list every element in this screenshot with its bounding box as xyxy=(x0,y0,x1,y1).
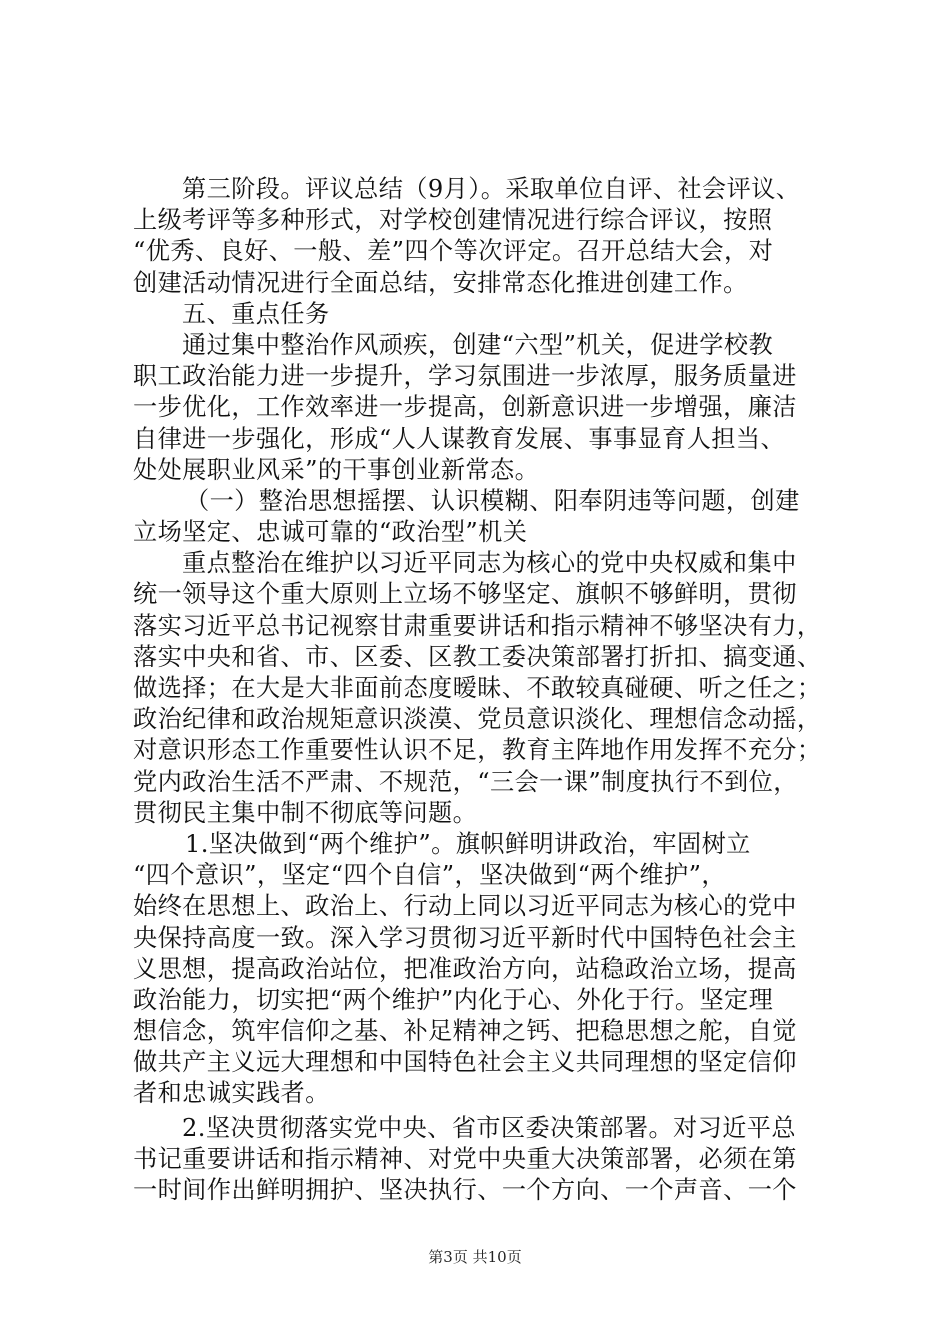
paragraph-line: 上级考评等多种形式，对学校创建情况进行综合评议，按照 xyxy=(133,206,773,235)
paragraph-line: 一步优化，工作效率进一步提高，创新意识进一步增强，廉洁 xyxy=(133,393,797,422)
paragraph-line: 落实中央和省、市、区委、区教工委决策部署打折扣、搞变通、 xyxy=(133,642,822,671)
paragraph-line: 者和忠诚实践者。 xyxy=(133,1079,330,1108)
paragraph-line: 自律进一步强化，形成“人人谋教育发展、事事显育人担当、 xyxy=(133,424,786,453)
paragraph-line: 统一领导这个重大原则上立场不够坚定、旗帜不够鲜明，贯彻 xyxy=(133,580,797,609)
numbered-item: 1.坚决做到“两个维护”。旗帜鲜明讲政治，牢固树立 xyxy=(185,829,751,858)
paragraph-line: 落实习近平总书记视察甘肃重要讲话和指示精神不够坚决有力， xyxy=(133,611,822,640)
paragraph-line: 做选择；在大是大非面前态度暧昧、不敢较真碰硬、听之任之； xyxy=(133,674,822,702)
paragraph-line: 党内政治生活不严肃、不规范，“三会一课”制度执行不到位， xyxy=(133,767,798,796)
paragraph-line: “四个意识”，坚定“四个自信”，坚决做到“两个维护”， xyxy=(133,861,726,890)
paragraph-line: 一时间作出鲜明拥护、坚决执行、一个方向、一个声音、一个 xyxy=(133,1176,797,1204)
paragraph-line: 义思想，提高政治站位，把准政治方向，站稳政治立场，提高 xyxy=(133,954,797,983)
paragraph-line: 书记重要讲话和指示精神、对党中央重大决策部署，必须在第 xyxy=(133,1144,797,1173)
paragraph-line: 处处展职业风采”的干事创业新常态。 xyxy=(133,455,540,484)
paragraph-line: 通过集中整治作风顽疾，创建“六型”机关，促进学校教 xyxy=(182,330,774,359)
section-heading: 五、重点任务 xyxy=(182,299,330,328)
document-body xyxy=(133,174,833,1206)
subsection-heading: 立场坚定、忠诚可靠的“政治型”机关 xyxy=(133,518,528,547)
paragraph-line: 重点整治在维护以习近平同志为核心的党中央权威和集中 xyxy=(182,549,797,578)
paragraph-line: 政治能力，切实把“两个维护”内化于心、外化于行。坚定理 xyxy=(133,985,774,1014)
paragraph-line: “优秀、良好、一般、差”四个等次评定。召开总结大会，对 xyxy=(133,237,774,266)
paragraph-line: 贯彻民主集中制不彻底等问题。 xyxy=(133,798,478,827)
paragraph-line: 创建活动情况进行全面总结，安排常态化推进创建工作。 xyxy=(133,268,748,297)
page-number-footer: 第3页 共10页 xyxy=(428,1248,522,1266)
paragraph-line: 职工政治能力进一步提升，学习氛围进一步浓厚，服务质量进 xyxy=(133,362,797,391)
paragraph-line: 央保持高度一致。深入学习贯彻习近平新时代中国特色社会主 xyxy=(133,923,797,952)
paragraph-line: 做共产主义远大理想和中国特色社会主义共同理想的坚定信仰 xyxy=(133,1048,797,1077)
paragraph-line: 第三阶段。评议总结（9月）。采取单位自评、社会评议、 xyxy=(182,175,801,203)
paragraph-line: 想信念，筑牢信仰之基、补足精神之钙、把稳思想之舵，自觉 xyxy=(133,1017,797,1046)
paragraph-line: 政治纪律和政治规矩意识淡漠、党员意识淡化、理想信念动摇， xyxy=(133,705,822,734)
subsection-heading: （一）整治思想摇摆、认识模糊、阳奉阴违等问题，创建 xyxy=(185,486,800,515)
numbered-item: 2.坚决贯彻落实党中央、省市区委决策部署。对习近平总 xyxy=(182,1113,796,1142)
paragraph-line: 对意识形态工作重要性认识不足，教育主阵地作用发挥不充分； xyxy=(133,736,822,765)
paragraph-line: 始终在思想上、政治上、行动上同以习近平同志为核心的党中 xyxy=(133,892,797,921)
